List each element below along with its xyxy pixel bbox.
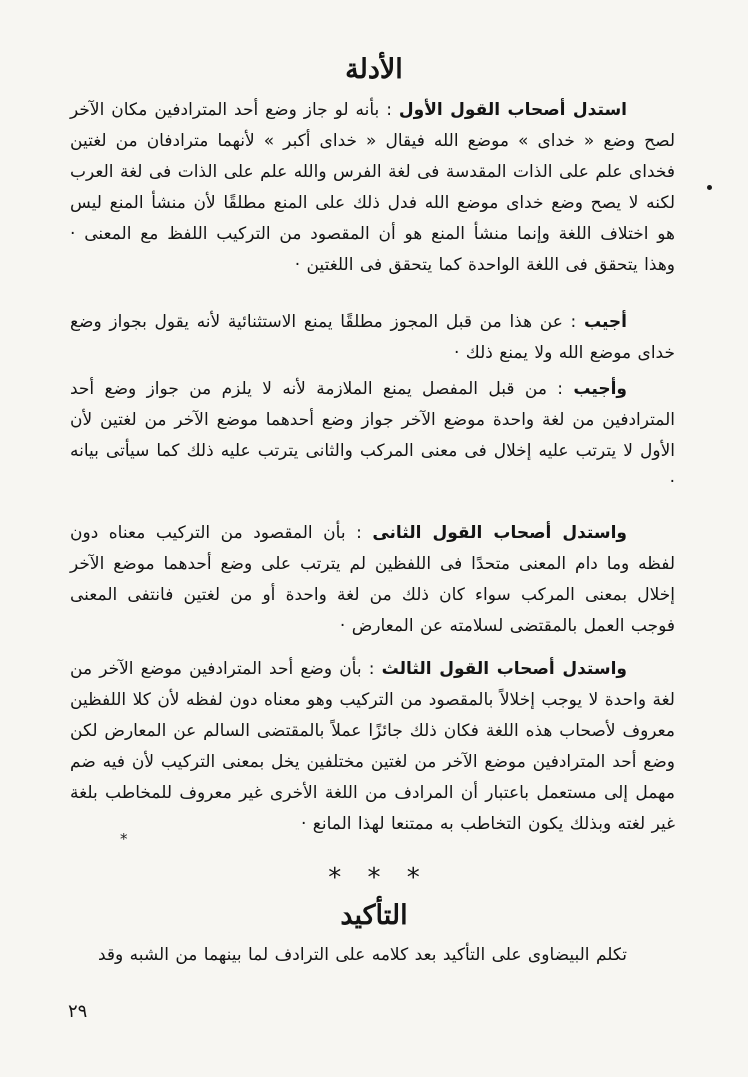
paragraph-emphasis-intro: تكلم البيضاوى على التأكيد بعد كلامه على الترادف لما بينهما من الشبه وقد: [97, 945, 627, 965]
paragraph-second-opinion: [70, 518, 675, 642]
margin-ink-dot: [707, 185, 712, 190]
paragraph-first-opinion: [70, 95, 675, 281]
paragraph-lead: أجيب: [583, 312, 627, 332]
paragraph-lead: استدل أصحاب القول الأول: [398, 100, 627, 120]
section-separator-stars: * * *: [328, 863, 420, 893]
paragraph-lead: واستدل أصحاب القول الثانى: [372, 523, 627, 543]
paragraph-answer-one: [70, 307, 675, 369]
section-heading-evidence: الأدلة: [345, 54, 403, 85]
paragraph-lead: وأجيب: [573, 379, 627, 399]
paragraph-body: : بأن المقصود من التركيب معناه دون لفظه وما دام المعنى متحدًا فى اللفظين لم يترتب على وضع أحدهما موضع الآخر إخلال بمعنى المركب سواء كان ذلك من لغة واحدة أو من لغتين فانتفى المعنى فوجب العمل بالمقتضى لسلامته عن المعارض ·: [70, 523, 675, 636]
paragraph-body: : بأنه لو جاز وضع أحد المترادفين مكان الآخر لصح وضع « خداى » موضع الله فيقال « خداى أكبر » لأنهما مترادفان من لغتين فخداى علم على الذات المقدسة فى لغة الفرس والله علم على الذات فى لغة العرب لكنه لا يصح وضع خداى موضع الله فدل ذلك على المنع مطلقًا لأن منشأ المنع ليس هو اختلاف اللغة وإنما منشأ المنع هو أن المقصود من التركيب اللفظ مع المعنى · وهذا يتحقق فى اللغة الواحدة كما يتحقق فى اللغتين ·: [70, 100, 675, 275]
paragraph-body: : من قبل المفصل يمنع الملازمة لأنه لا يلزم من جواز وضع أحد المترادفين من لغة واحدة موضع الآخر جواز وضع أحدهما موضع الآخر من لغتين لأن الأول لا يترتب عليه إخلال فى معنى المركب والثانى يترتب عليه ذلك كما سيأتى بيانه ·: [70, 379, 675, 492]
paragraph-body: : بأن وضع أحد المترادفين موضع الآخر من لغة واحدة لا يوجب إخلالاً بالمقصود من التركيب وهو معناه دون لفظه لأن كلا اللفظين معروف لأصحاب هذه اللغة فكان ذلك جائزًا عملاً بالمقتضى السالم عن المعارض لكن وضع أحد المترادفين موضع الآخر من لغتين مختلفين يخل بمعنى التركيب لأن فيه ضم مهمل إلى مستعمل باعتبار أن المرادف من اللغة الأخرى غير معروف للمخاطب بلغة غير لغته وبذلك يكون التخاطب به ممتنعا لهذا المانع ·: [70, 659, 675, 834]
paragraph-answer-two: [70, 374, 675, 498]
section-heading-emphasis: التأكيد: [340, 900, 408, 931]
paragraph-third-opinion: [70, 654, 675, 840]
margin-asterisk-mark: *: [120, 830, 128, 848]
paragraph-lead: واستدل أصحاب القول الثالث: [381, 659, 627, 679]
paragraph-body: : عن هذا من قبل المجوز مطلقًا يمنع الاستثنائية لأنه يقول بجواز وضع خداى موضع الله ولا يمنع ذلك ·: [70, 312, 675, 363]
page-number: ٢٩: [68, 1001, 88, 1022]
